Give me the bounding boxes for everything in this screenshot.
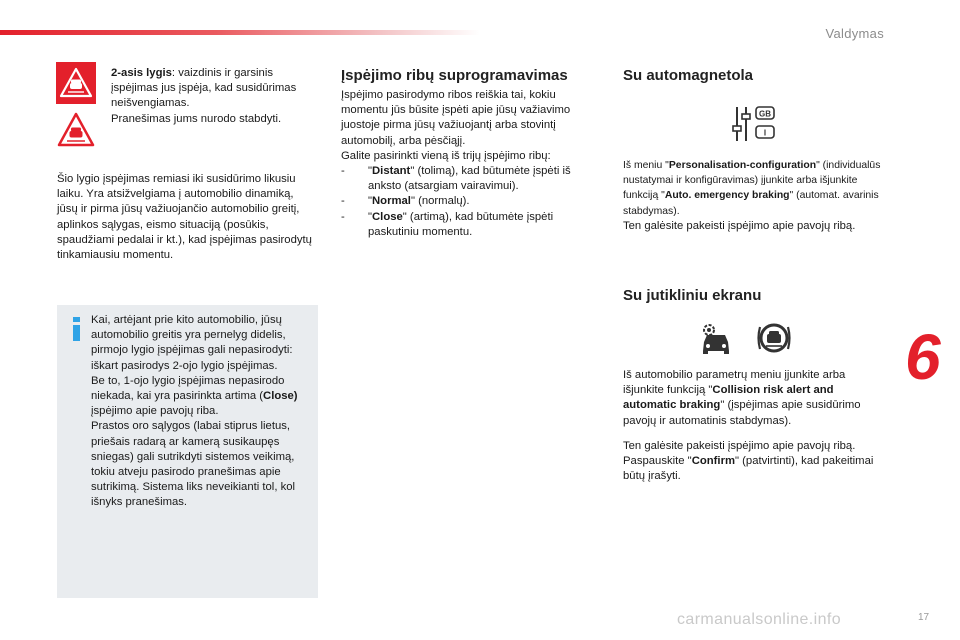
option-name: Close (372, 210, 403, 223)
car-settings-icon (698, 321, 734, 355)
radio-function-name: Auto. emergency braking (664, 190, 790, 202)
collision-warning-filled-icon (56, 62, 96, 104)
option-name: Distant (372, 165, 411, 178)
quote-close: " (410, 165, 415, 178)
info-text-3: Prastos oro sąlygos (labai stiprus lietus, priešais radarą ar kamerą susikaupęs sniegas) gali sutrikdyti sistemos veikimą, tokiu atveju pasirodo pranešimas apie sutrikimą. Sistema liks neveikianti tol, kol išnyks pranešimas. (91, 420, 296, 509)
radio-section (623, 158, 885, 234)
touch-t3a: Paspauskite " (623, 455, 692, 468)
info-box (57, 305, 318, 598)
quote-open: " (368, 165, 373, 178)
touch-section (623, 368, 885, 484)
header-accent-bar (0, 30, 480, 35)
collision-alert-icon (756, 321, 792, 355)
touch-text-1 (623, 368, 885, 429)
radio-text-2: Ten galėsite pakeisti įspėjimo apie pavojų ribą. (623, 219, 856, 232)
level2-text: : vaizdinis ir garsinis įspėjimas jus įspėja, kad susidūrimas neišvengiamas. (111, 67, 297, 110)
touch-heading: Su jutikliniu ekranu (623, 287, 762, 304)
radio-heading: Su automagnetola (623, 67, 754, 84)
option-name: Normal (372, 195, 411, 208)
touch-function-name: Collision risk alert and automatic braking (623, 384, 834, 412)
touch-text-2: Ten galėsite pakeisti įspėjimo apie pavojų ribą. (623, 439, 856, 452)
gb-label: GB (759, 109, 771, 119)
option-close (341, 210, 599, 240)
level2-label: 2-asis lygis (111, 67, 172, 79)
touch-t1: Iš automobilio parametrų meniu įjunkite arba išjunkite funkciją " (623, 369, 846, 397)
timing-text: Šio lygio įspėjimas remiasi iki susidūrimo likusiu laiku. Yra atsižvelgiama į automobilio dinamiką, jūsų ir pirma jūsų važiuojančio automobilio greitį, aplinkos sąlygas, eismo situaciją (posūkis, spaudžiami pedalai ir kt.), kad įspėjimas pasirodytų tinkamiausiu momentu. (57, 173, 312, 262)
option-desc: (tolimą), kad būtumėte įspėti iš anksto (atsargiam vairavimui). (368, 165, 571, 193)
list-dash: - (341, 195, 345, 208)
info-text-2 (91, 374, 311, 420)
radio-menu-name: Personalisation-configuration (668, 160, 817, 171)
quote-open: " (368, 195, 373, 208)
option-desc: (normalų). (414, 195, 470, 208)
info-box-text (91, 313, 311, 511)
quote-open: " (368, 210, 373, 223)
section-title: Valdymas (825, 26, 884, 41)
info-text-1: Kai, artėjant prie kito automobilio, jūsų automobilio greitis yra pernelyg didelis, pirmojo lygio įspėjimas gali nepasirodyti: iškart pasirodys 2-ojo lygio įspėjimas. (91, 314, 293, 372)
radio-t1c: " (individualūs nustatymai ir konfigūravimas) įjunkite arba išjunkite funkciją " (623, 160, 881, 202)
level2-description (111, 66, 323, 127)
list-dash: - (341, 210, 345, 223)
touch-icons-group (698, 321, 792, 360)
option-normal (341, 194, 599, 209)
touch-t3c: " (patvirtinti), kad pakeitimai būtų įrašyti. (623, 455, 874, 483)
timing-paragraph (57, 172, 317, 263)
info-close-label: Close) (263, 390, 298, 403)
info-text-2a: Be to, 1-ojo lygio įspėjimas nepasirodo niekada, kai yra pasirinkta artima ( (91, 374, 285, 403)
touch-text-3 (623, 454, 885, 484)
option-desc: (artimą), kad būtumėte įspėti paskutiniu momentu. (368, 210, 554, 238)
option-distant (341, 164, 599, 194)
list-dash: - (341, 165, 345, 178)
collision-warning-outline-icon (56, 110, 96, 150)
radio-t1e: " (automat. avarinis stabdymas). (623, 190, 879, 217)
chapter-number: 6 (905, 321, 941, 393)
warning-icons (56, 62, 98, 150)
touch-t1c: " (įspėjimas apie susidūrimo pavojų ir automatinis stabdymas). (623, 399, 861, 427)
thresholds-heading: Įspėjimo ribų suprogramavimas (341, 67, 568, 84)
thresholds-choose: Galite pasirinkti vieną iš trijų įspėjimo ribų: (341, 149, 551, 162)
info-text-2c: įspėjimo apie pavojų riba. (91, 405, 219, 418)
confirm-label: Confirm (691, 455, 736, 468)
watermark: carmanualsonline.info (677, 611, 842, 628)
thresholds-options (341, 164, 599, 240)
level2-text2: Pranešimas jums nurodo stabdyti. (111, 112, 282, 125)
info-icon (69, 317, 85, 341)
quote-close: " (402, 210, 407, 223)
radio-settings-icon-group (731, 104, 779, 149)
quote-close: " (410, 195, 415, 208)
radio-t1: Iš meniu " (623, 160, 669, 171)
level2-paragraph (111, 66, 323, 112)
thresholds-section (341, 88, 599, 240)
settings-sliders-icon (731, 104, 779, 144)
page-number: 17 (918, 612, 930, 623)
radio-text-1 (623, 158, 885, 219)
i-label: I (763, 128, 767, 138)
thresholds-intro: Įspėjimo pasirodymo ribos reiškia tai, kokiu momentu jūs būsite įspėti apie jūsų važiavimo juostoje pirma jūsų važiuojantį arba stovintį automobilį, arba pėsčiąjį. (341, 89, 571, 147)
